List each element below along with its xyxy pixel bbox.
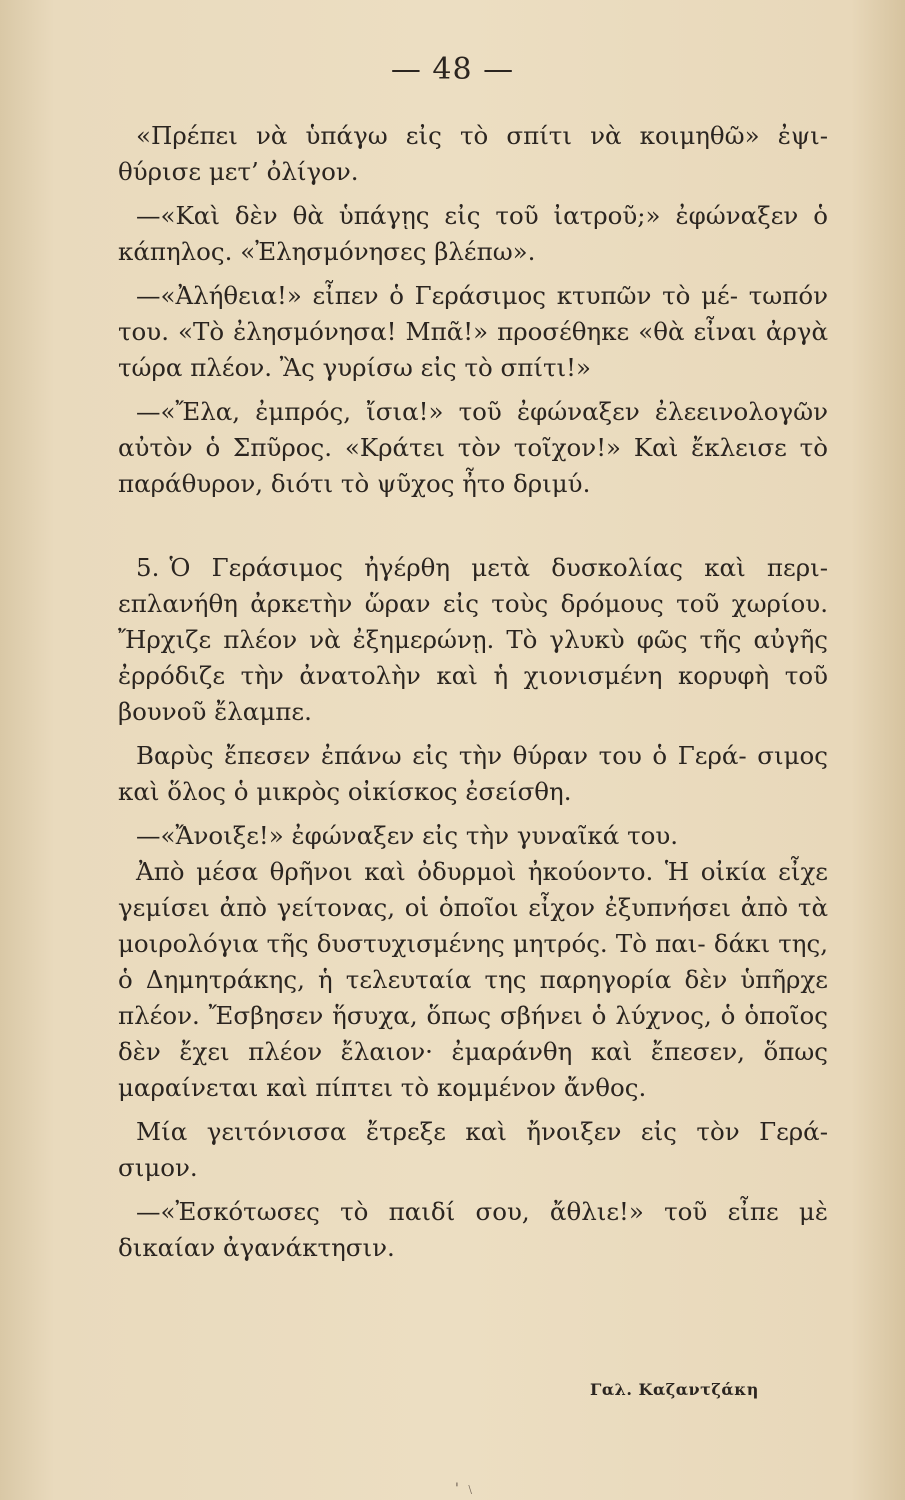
paragraph: —«Ἐσκότωσες τὸ παιδί σου, ἄθλιε!» τοῦ εἶπε μὲ δικαίαν ἀγανάκτησιν. xyxy=(118,1197,828,1262)
page-number: — 48 — xyxy=(390,52,515,87)
text-body xyxy=(118,118,828,1266)
paragraph: —«Ἔλα, ἐμπρός, ἴσια!» τοῦ ἐφώναξεν ἐλεεινολογῶν αὐτὸν ὁ Σπῦρος. «Κράτει τὸν τοῖχον!» Καὶ ἔκλεισε τὸ παράθυρον, διότι τὸ ψῦχος ἦτο δριμύ. xyxy=(118,397,828,498)
paragraph: —«Ἄνοιξε!» ἐφώναξεν εἰς τὴν γυναῖκά του. xyxy=(136,821,679,850)
section-paragraph xyxy=(118,550,828,730)
footer-marks: ' ﹨ xyxy=(455,1481,478,1497)
paragraph: —«Καὶ δὲν θὰ ὑπάγῃς εἰς τοῦ ἰατροῦ;» ἐφώναξεν ὁ κάπηλος. «Ἐλησμόνησες βλέπω». xyxy=(118,201,828,266)
paragraph: «Πρέπει νὰ ὑπάγω εἰς τὸ σπίτι νὰ κοιμηθῶ» ἐψι- θύρισε μετ’ ὀλίγον. xyxy=(118,121,828,186)
paragraph: —«Ἀλήθεια!» εἶπεν ὁ Γεράσιμος κτυπῶν τὸ μέ- τωπόν του. «Τὸ ἐλησμόνησα! Μπᾶ!» προσέθηκε «θὰ εἶναι ἀργὰ τώρα πλέον. Ἂς γυρίσω εἰς τὸ σπίτι!» xyxy=(118,281,828,382)
paragraph: Μία γειτόνισσα ἔτρεξε καὶ ἤνοιξεν εἰς τὸν Γερά- σιμον. xyxy=(118,1117,828,1182)
paragraph: Βαρὺς ἔπεσεν ἐπάνω εἰς τὴν θύραν του ὁ Γερά- σιμος καὶ ὅλος ὁ μικρὸς οἰκίσκος ἐσείσθη. xyxy=(118,741,828,806)
author-signature: Γαλ. Καζαντζάκη xyxy=(590,1380,759,1399)
paragraph: Ἀπὸ μέσα θρῆνοι καὶ ὀδυρμοὶ ἠκούοντο. Ἡ οἰκία εἶχε γεμίσει ἀπὸ γείτονας, οἱ ὁποῖοι εἶχον ἐξυπνήσει ἀπὸ τὰ μοιρολόγια τῆς δυστυχισμένης μητρός. Τὸ παι- δάκι της, ὁ Δημητράκης, ἡ τελευταία της παρηγορία δὲν ὑπῆρχε πλέον. Ἔσβησεν ἥσυχα, ὅπως σβήνει ὁ λύχνος, ὁ ὁποῖος δὲν ἔχει πλέον ἔλαιον· ἐμαράνθη καὶ ἔπεσεν, ὅπως μαραίνεται καὶ πίπτει τὸ κομμένον ἄνθος. xyxy=(118,857,828,1102)
section-number: 5. xyxy=(136,553,160,582)
section-paragraph-text: Ὁ Γεράσιμος ἠγέρθη μετὰ δυσκολίας καὶ περι- επλανήθη ἀρκετὴν ὥραν εἰς τοὺς δρόμους τοῦ χωρίου. Ἤρχιζε πλέον νὰ ἐξημερώνῃ. Τὸ γλυκὺ φῶς τῆς αὐγῆς ἐρρόδιζε τὴν ἀνατολὴν καὶ ἡ χιονισμένη κορυφὴ τοῦ βουνοῦ ἔλαμπε. xyxy=(118,553,828,726)
